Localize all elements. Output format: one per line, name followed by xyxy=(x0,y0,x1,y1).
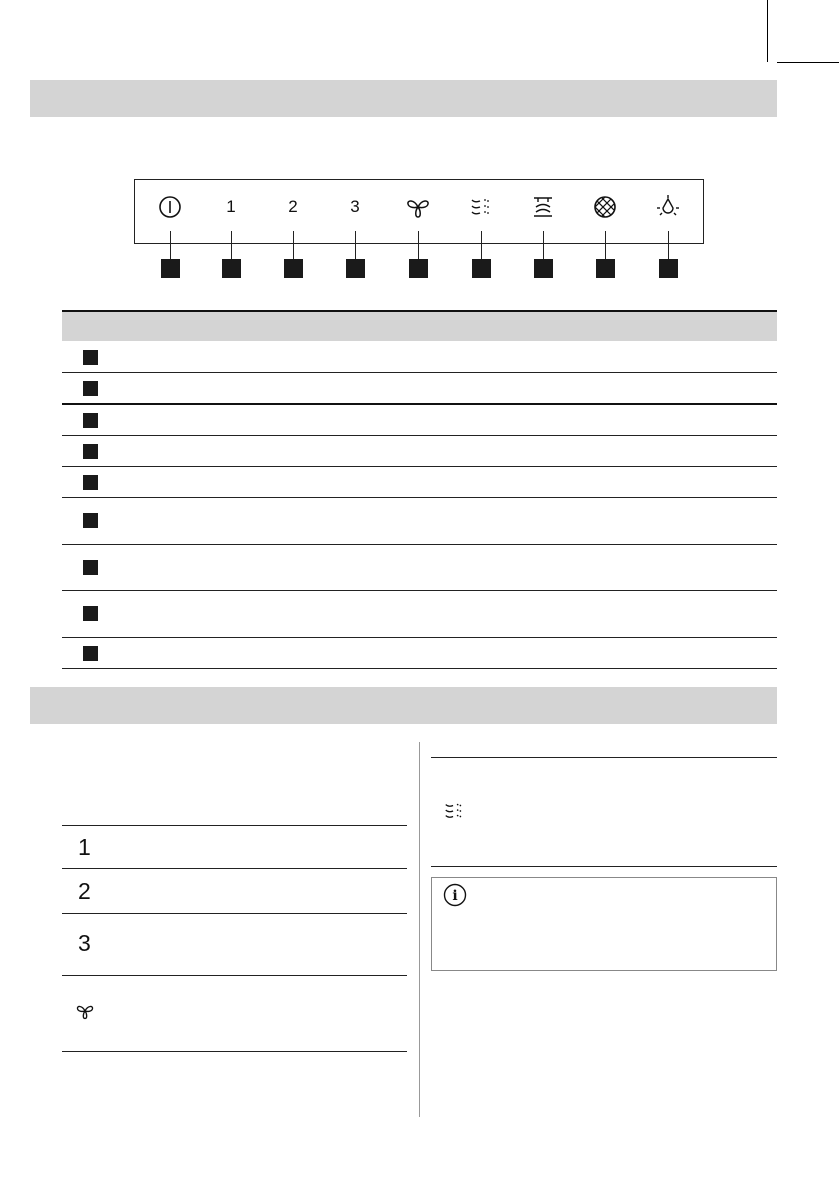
callout-marker xyxy=(596,259,615,278)
info-note-box xyxy=(431,877,777,971)
callout-leader xyxy=(605,231,606,259)
crop-mark-top xyxy=(767,0,768,62)
speed-2-label: 2 xyxy=(78,878,91,904)
callout-leader xyxy=(481,231,482,259)
section-header-band xyxy=(30,80,777,117)
section-header-band xyxy=(30,687,777,724)
table-row xyxy=(62,498,777,545)
right-table-rule xyxy=(431,866,777,867)
table-row xyxy=(62,373,777,405)
speed-3-label: 3 xyxy=(78,930,91,956)
table-row xyxy=(62,638,777,669)
speed-table-rule xyxy=(62,1051,407,1052)
callout-leader xyxy=(418,231,419,259)
callout-marker xyxy=(534,259,553,278)
row-marker xyxy=(83,413,98,428)
callout-leader xyxy=(293,231,294,259)
callout-marker xyxy=(659,259,678,278)
power-icon xyxy=(150,193,190,221)
table-row xyxy=(62,341,777,373)
filter-icon xyxy=(585,193,625,221)
speed-table-rule xyxy=(62,825,407,826)
crop-mark-right xyxy=(777,62,839,63)
row-marker xyxy=(83,381,98,396)
callout-marker xyxy=(472,259,491,278)
fan-icon xyxy=(75,1002,95,1025)
callout-leader xyxy=(668,231,669,259)
callout-marker xyxy=(346,259,365,278)
callout-leader xyxy=(170,231,171,259)
row-marker xyxy=(83,444,98,459)
light-icon xyxy=(648,193,688,221)
svg-text:i: i xyxy=(452,888,458,904)
info-icon xyxy=(443,883,467,912)
speed-2-symbol: 2 xyxy=(288,197,298,216)
breeze-icon xyxy=(461,193,501,221)
breeze-icon xyxy=(442,800,466,827)
speed-table-rule xyxy=(62,913,407,914)
speed-1-label: 1 xyxy=(78,834,91,860)
fan-icon xyxy=(398,193,438,221)
right-table-rule xyxy=(431,757,777,758)
row-marker xyxy=(83,475,98,490)
legend-table-header xyxy=(62,310,777,341)
callout-marker xyxy=(409,259,428,278)
table-row xyxy=(62,467,777,498)
speed-1-symbol: 1 xyxy=(226,197,236,216)
speed-table-rule xyxy=(62,868,407,869)
callout-leader xyxy=(355,231,356,259)
table-row xyxy=(62,591,777,638)
callout-marker xyxy=(222,259,241,278)
column-divider xyxy=(419,742,420,1117)
callout-leader xyxy=(543,231,544,259)
speed-table-rule xyxy=(62,975,407,976)
row-marker xyxy=(83,646,98,661)
table-row xyxy=(62,436,777,467)
callout-marker xyxy=(284,259,303,278)
hob2hood-icon xyxy=(523,193,563,221)
table-row xyxy=(62,405,777,436)
row-marker xyxy=(83,606,98,621)
callout-marker xyxy=(161,259,180,278)
speed-3-symbol: 3 xyxy=(350,197,360,216)
row-marker xyxy=(83,350,98,365)
callout-leader xyxy=(231,231,232,259)
row-marker xyxy=(83,513,98,528)
table-row xyxy=(62,545,777,591)
row-marker xyxy=(83,560,98,575)
